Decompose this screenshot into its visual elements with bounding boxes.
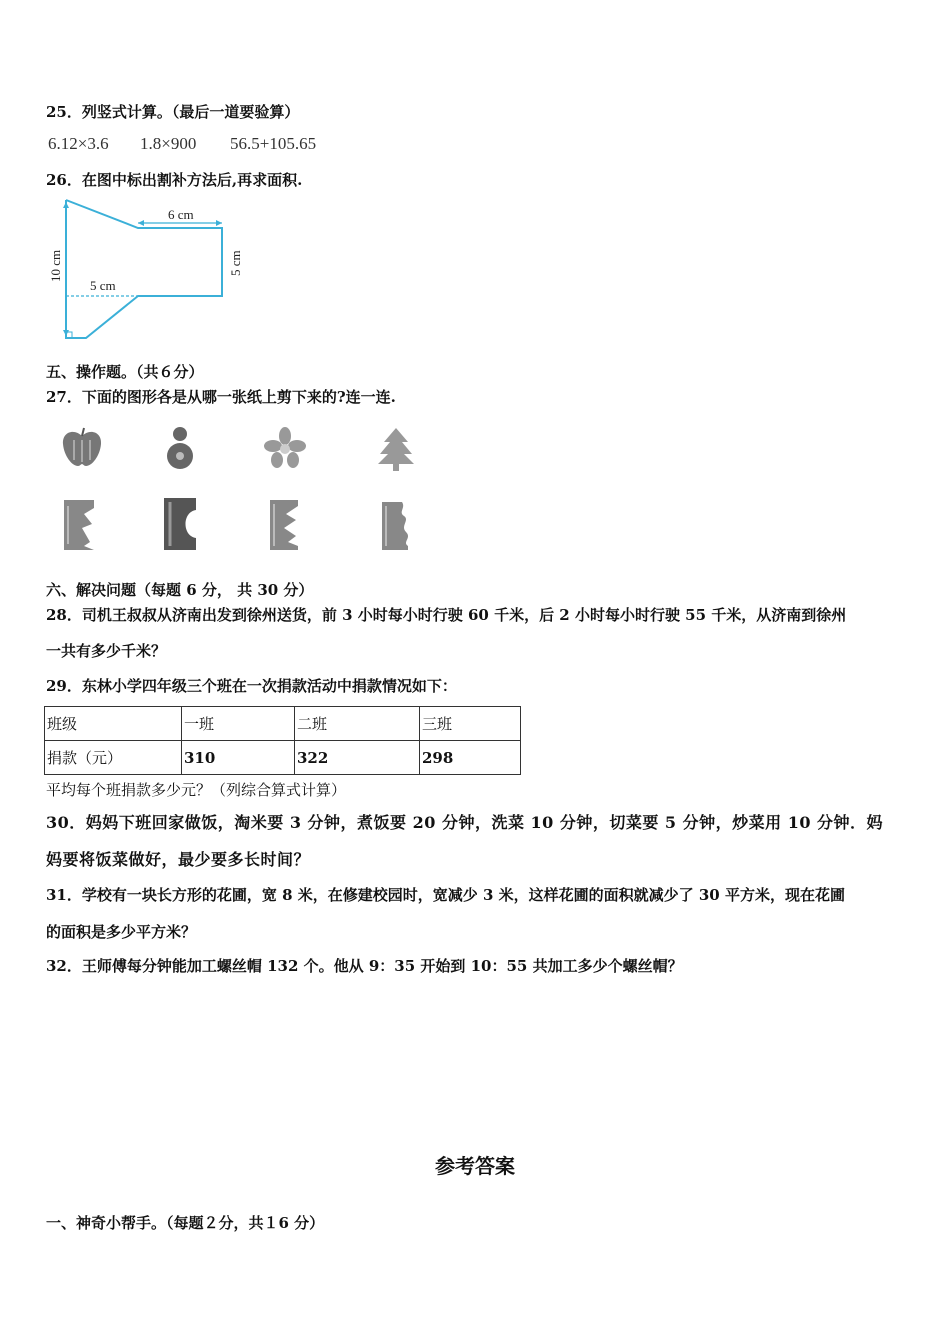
apple-cutout-icon	[58, 426, 106, 470]
tree-cutout-icon	[374, 426, 418, 472]
arrow-left-up	[63, 202, 69, 208]
q25-expr-3: 56.5+105.65	[230, 134, 317, 153]
q29-question: 平均每个班捐款多少元？（列综合算式计算）	[46, 781, 347, 799]
table-cell: 298	[420, 741, 521, 775]
arrow-left-down	[63, 330, 69, 336]
table-cell: 三班	[420, 707, 521, 741]
table-cell: 322	[295, 741, 420, 775]
q26-figure	[40, 192, 260, 350]
q25-expr-2: 1.8×900	[140, 134, 197, 153]
table-cell: 班级	[45, 707, 182, 741]
label-mid: 5 cm	[90, 278, 116, 293]
answers-section1: 一、神奇小帮手。（每题２分，共１6 分）	[46, 1214, 325, 1232]
paper-zigzag-notch-icon	[266, 498, 302, 552]
q31-line-2: 的面积是多少平方米？	[46, 923, 197, 941]
table-row	[45, 741, 521, 775]
label-right: 5 cm	[228, 250, 243, 276]
gourd-cutout-icon	[160, 424, 200, 472]
q25-expr-1: 6.12×3.6	[48, 134, 109, 153]
q32-stem: 32．王师傅每分钟能加工螺丝帽 132 个。他从 9：35 开始到 10：55 共加工多少个螺丝帽？	[46, 957, 683, 975]
section6-heading: 六、解决问题（每题 6 分， 共 30 分）	[46, 581, 314, 599]
q26-stem: 26．在图中标出割补方法后,再求面积.	[46, 171, 303, 189]
q28-line-1: 28．司机王叔叔从济南出发到徐州送货，前 3 小时每小时行驶 60 千米，后 2 小时每小时行驶 55 千米，从济南到徐州	[46, 606, 847, 624]
section5-heading: 五、操作题。（共６分）	[46, 363, 204, 381]
q30-line-2: 妈要将饭菜做好，最少要多长时间？	[46, 850, 311, 869]
paper-wavy-notch-icon	[378, 500, 412, 552]
paper-round-notch-icon	[160, 496, 200, 552]
arrow-top-left	[138, 220, 144, 226]
q27-stem: 27．下面的图形各是从哪一张纸上剪下来的?连一连.	[46, 388, 396, 406]
label-left: 10 cm	[48, 249, 63, 282]
table-header-row	[45, 707, 521, 741]
answers-title: 参考答案	[435, 1154, 515, 1178]
q30-line-1: 30．妈妈下班回家做饭，淘米要 3 分钟，煮饭要 20 分钟，洗菜 10 分钟，切菜要 5 分钟，炒菜用 10 分钟．妈	[46, 813, 884, 832]
table-cell: 二班	[295, 707, 420, 741]
table-cell: 310	[182, 741, 295, 775]
paper-star-notch-icon	[60, 498, 96, 552]
q31-line-1: 31．学校有一块长方形的花圃，宽 8 米，在修建校园时，宽减少 3 米，这样花圃的面积就减少了 30 平方米，现在花圃	[46, 886, 845, 904]
arrow-top-right	[216, 220, 222, 226]
q29-stem: 29．东林小学四年级三个班在一次捐款活动中捐款情况如下：	[46, 677, 457, 695]
flower-cutout-icon	[262, 426, 308, 470]
label-top: 6 cm	[168, 207, 194, 222]
q25-stem: 25．列竖式计算。（最后一道要验算）	[46, 103, 300, 121]
q28-line-2: 一共有多少千米？	[46, 642, 167, 660]
table-cell: 一班	[182, 707, 295, 741]
donation-table	[44, 706, 521, 775]
table-cell: 捐款（元）	[45, 741, 182, 775]
